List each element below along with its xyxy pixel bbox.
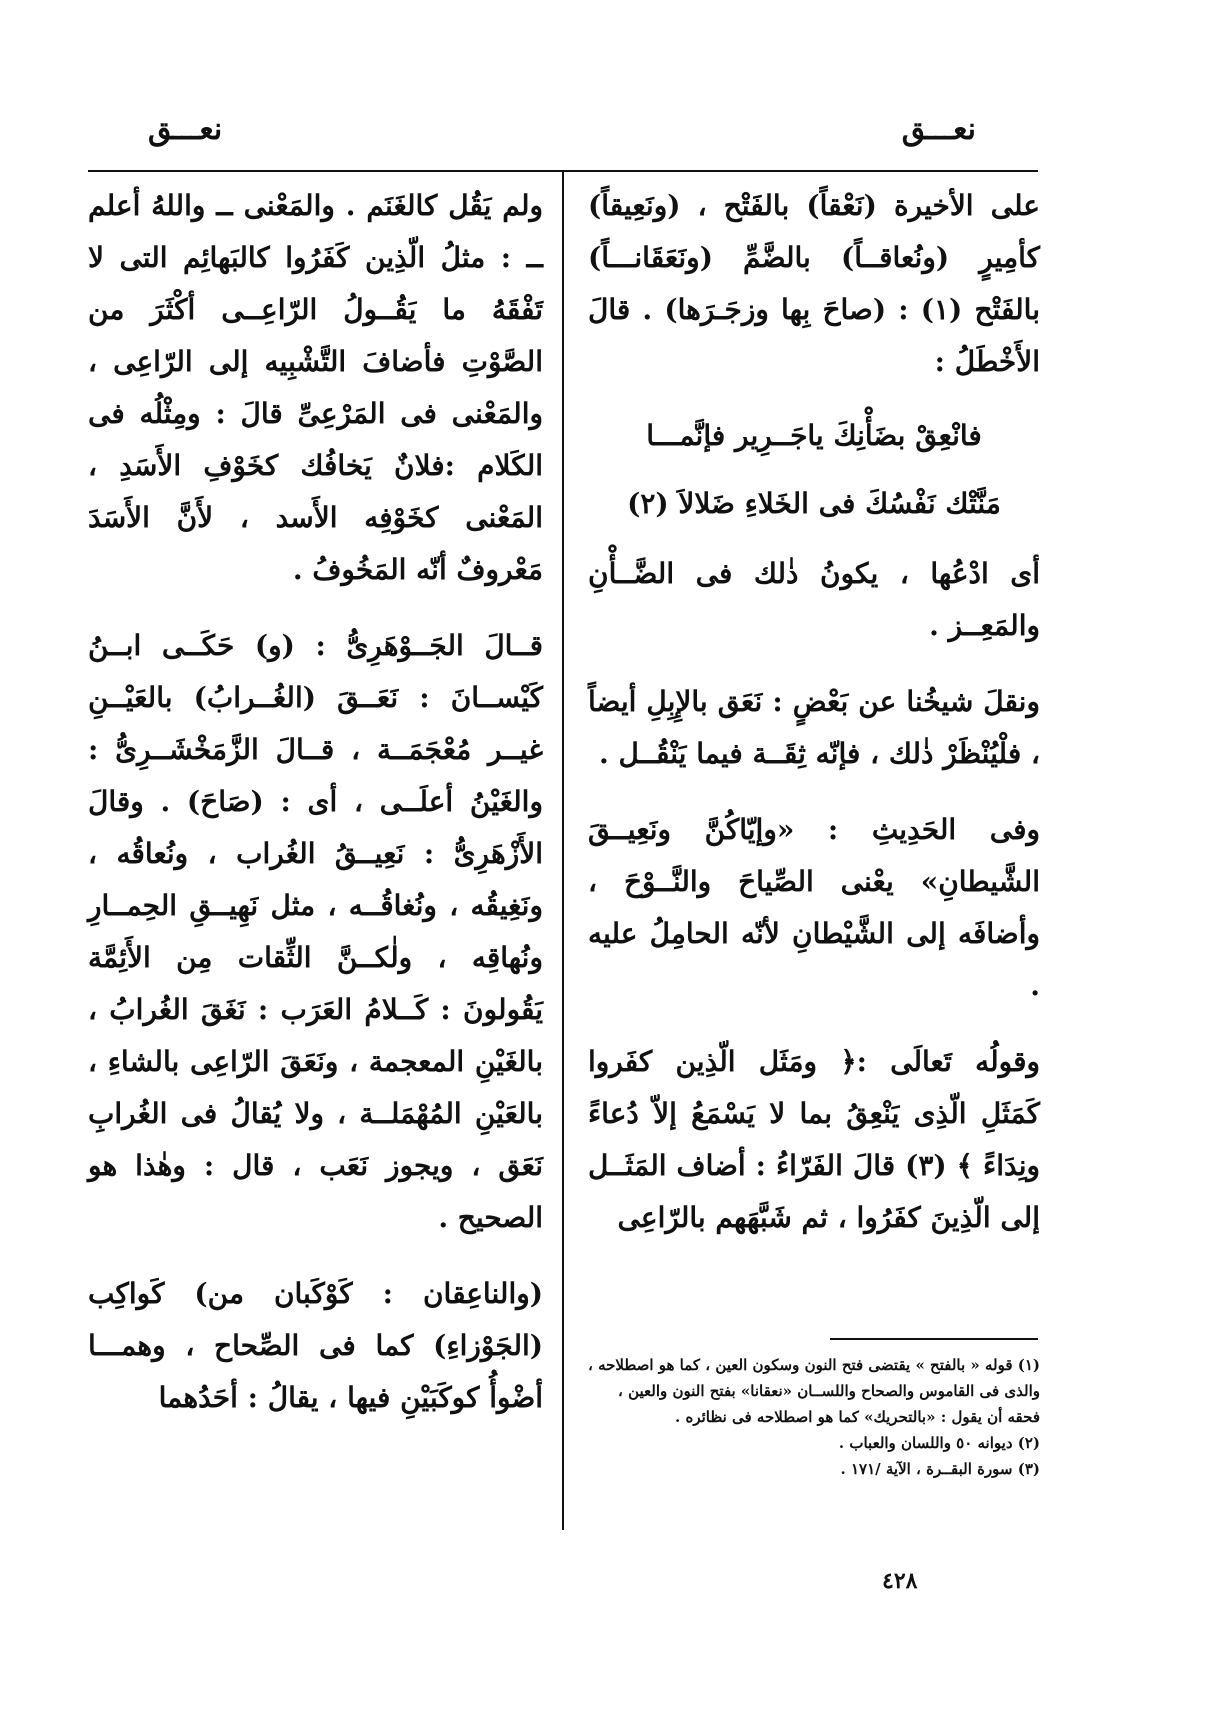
column-divider [562,170,564,1530]
footnote: (١) قوله « بالفتح » يقتضى فتح النون وسكون العين ، كما هو اصطلاحه ، والذى فى القاموس والصحاح واللســان «نعقانا» بفتح النون والعين ، فحقه أن يقول : «بالتحريك» كما هو اصطلاحه فى نظائره . [588,1356,1040,1426]
paragraph: ولم يَقُل كالغَنَم . والمَعْنى ــ واللهُ أعلم ــ : مثلُ الّذِين كَفَرُوا كالبَهائِم التى لا تَفْقَهُ ما يَقُــولُ الرّاعِــى أكْثَرَ من الصَّوْتِ فأضافَ التَّشْبِيه إلى الرّاعِى ، والمَعْنى فى المَرْعِىِّ قالَ : ومِثْلُه فى الكَلام :فلانٌ يَخافُك كخَوْفِ الأَسَدِ ، المَعْنى كخَوْفِه الأَسد ، لأَنَّ الأَسَدَ مَعْروفٌ أنّه المَخُوفُ . [88,189,543,586]
footnotes [588,1352,1040,1482]
paragraph: أى ادْعُها ، يكونُ ذٰلك فى الضَّــأْنِ والمَعِــز . [588,557,1040,642]
header-word-right: نعـــق [901,112,976,147]
paragraph: وفى الحَدِيثِ : «وإيّاكُنَّ ونَعِيــقَ الشَّيطانِ» يعْنى الصِّياحَ والنَّــوْحَ ، وأضافَه إلى الشَّيْطانِ لأنّه الحامِلُ عليه . [588,813,1040,1002]
left-column [88,180,543,1448]
header-word-left: نعـــق [148,112,223,147]
right-column [588,180,1040,1268]
verse-line: فانْعِقْ بضَأْنِكَ ياجَــرِير فإنَّمـــا [646,419,982,452]
paragraph: ونقلَ شيخُنا عن بَعْضٍ : نَعَق بالإِبِلِ أيضاً ، فلْيُنْظَرْ ذٰلك ، فإنّه ثِقَــة فيما يَنْقُــل . [588,685,1040,770]
paragraph: وقولُه تَعالَى :﴿ ومَثَل الّذِين كفَروا كَمَثَلِ الّذِى يَنْعِقُ بما لا يَسْمَعُ إلاّ دُعاءً ونِدَاءً ﴾ (٣) قالَ الفَرّاءُ : أضاف المَثَــل إلى الّذِينَ كفَرُوا ، ثم شَبَّهَهم بالرّاعِى [588,1045,1041,1234]
paragraph: (والناعِقان : كَوْكَبان من) كَواكِب (الجَوْزاءِ) كما فى الصِّحاح ، وهمـــا أضْوأُ كوكَبَيْنِ فيها ، يقالُ : أحَدُهما [88,1277,543,1414]
page-number: ٤٢٨ [882,1568,918,1594]
paragraph: قــالَ الجَــوْهَرِىُّ : (و) حَكَــى ابــنُ كَيْســانَ : نَعَــقَ (الغُــرابُ) بالعَيْــنِ غيــر مُعْجَمَــة ، قــالَ الزَّمَخْشَــرِىُّ : والغَيْنُ أعلَــى ، أى : (صَاحَ) . وقالَ الأَزْهَرِىُّ : نَعِيــقُ الغُراب ، ونُعاقُه ، ونَغِيقُه ، ونُغاقُــه ، مثل نَهِيــقِ الحِمــارِ ونُهاقِه ، ولٰكــنَّ الثِّقات مِن الأَئِمَّة يَقُولونَ : كَــلامُ العَرَب : نَغَقَ الغُرابُ ، بالغَيْنِ المعجمة ، ونَعَقَ الرّاعِى بالشاءِ ، بالعَيْنِ المُهْمَلــة ، ولا يُقالُ فى الغُرابِ نَعَق ، ويجوز نَعَب ، قال : وهٰذا هو الصحيح . [88,629,543,1234]
footnote-rule [830,1338,1038,1340]
footnote: (٢) ديوانه ٥٠ واللسان والعباب . [838,1434,1040,1452]
verse-line: مَنَّتْك نَفْسُكَ فى الخَلاءِ ضَلالاَ (٢) [627,487,1001,520]
footnote: (٣) سورة البقــرة ، الآية /١٧١ . [840,1460,1040,1478]
paragraph: على الأخيرة (نَعْقاً) بالفَتْح ، (ونَعِيقاً) كأمِيرٍ (ونُعاقــاً) بالضَّمِّ (ونَعَقَانـــاً) بالفَتْح (١) : (صاحَ بِها وزجَـرَها) . قالَ الأَخْطَلُ : [588,189,1040,378]
